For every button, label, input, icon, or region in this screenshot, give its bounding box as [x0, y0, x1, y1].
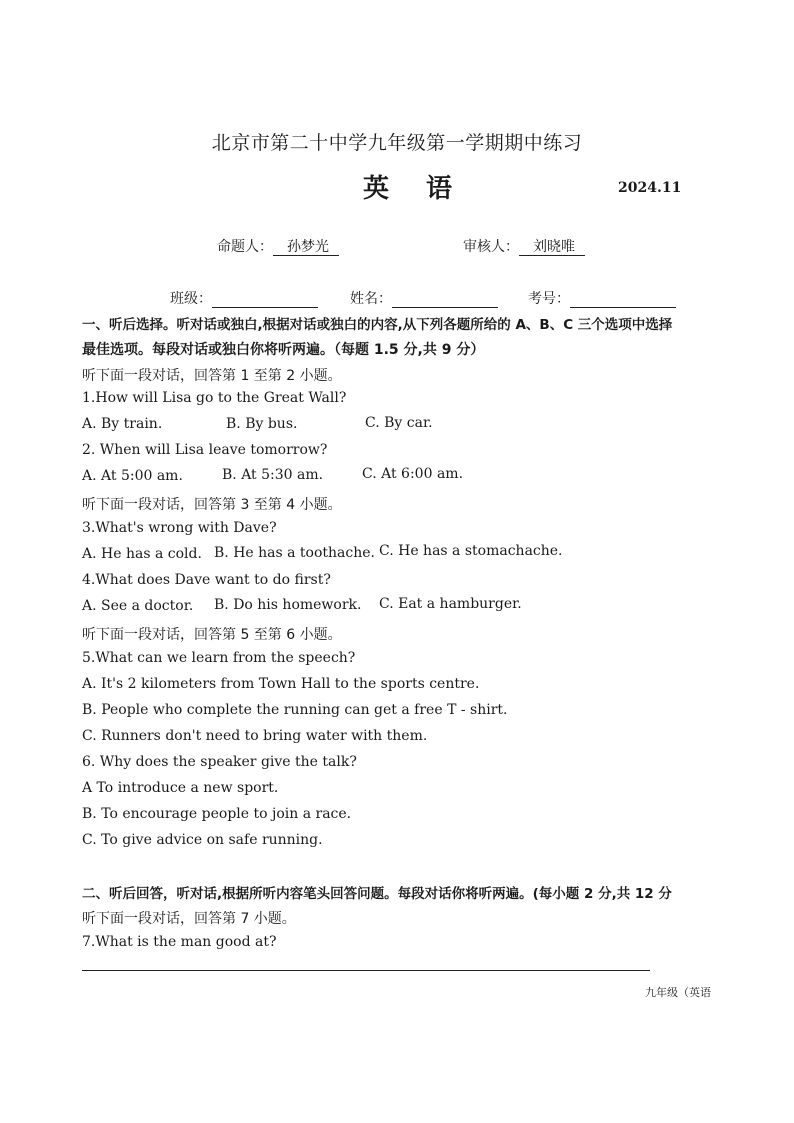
name-field — [350, 288, 498, 308]
section2-lead: 听下面一段对话，回答第 7 小题。 — [82, 911, 296, 927]
q6-option-b: B. To encourage people to join a race. — [82, 806, 352, 822]
q4-option-c: C. Eat a hamburger. — [379, 596, 522, 612]
name-blank[interactable] — [392, 293, 498, 308]
q3-option-b: B. He has a toothache. — [214, 545, 375, 561]
subject-heading: 英 语 — [363, 174, 467, 204]
q4-option-a: A. See a doctor. — [82, 598, 194, 614]
exam-title: 北京市第二十中学九年级第一学期期中练习 — [211, 132, 583, 154]
q1-option-b: B. By bus. — [226, 416, 298, 432]
name-label: 姓名： — [350, 291, 392, 307]
question-4: 4.What does Dave want to do first? — [82, 572, 331, 588]
reviewer-line — [463, 236, 585, 256]
q5-option-b: B. People who complete the running can get a free T - shirt. — [82, 702, 508, 718]
exam-number-label: 考号： — [528, 291, 570, 307]
exam-date: 2024.11 — [618, 180, 682, 196]
question-2: 2. When will Lisa leave tomorrow? — [82, 442, 328, 458]
q6-option-a: A To introduce a new sport. — [82, 780, 279, 796]
section1-lead-3: 听下面一段对话，回答第 5 至第 6 小题。 — [82, 627, 342, 643]
class-label: 班级： — [170, 291, 212, 307]
q5-option-c: C. Runners don't need to bring water with them. — [82, 728, 428, 744]
q6-option-c: C. To give advice on safe running. — [82, 832, 323, 848]
question-1: 1.How will Lisa go to the Great Wall? — [82, 390, 347, 406]
exam-number-blank[interactable] — [570, 293, 676, 308]
section2-instruction: 二、听后回答，听对话,根据所听内容笔头回答问题。每段对话你将听两遍。(每小题 2 分,共 12 分 — [82, 886, 672, 902]
section1-lead-2: 听下面一段对话，回答第 3 至第 4 小题。 — [82, 497, 342, 513]
reviewer-name: 刘晓唯 — [519, 239, 585, 256]
class-blank[interactable] — [212, 293, 318, 308]
question-3: 3.What's wrong with Dave? — [82, 520, 277, 536]
section1-lead-1: 听下面一段对话，回答第 1 至第 2 小题。 — [82, 368, 342, 384]
page-footer: 九年级（英语 — [645, 986, 711, 999]
q4-option-b: B. Do his homework. — [214, 597, 362, 613]
q1-option-c: C. By car. — [365, 415, 433, 431]
author-label: 命题人： — [217, 239, 273, 255]
author-name: 孙梦光 — [273, 239, 339, 256]
q2-option-b: B. At 5:30 am. — [222, 467, 324, 483]
q2-option-c: C. At 6:00 am. — [362, 466, 464, 482]
question-6: 6. Why does the speaker give the talk? — [82, 754, 357, 770]
question-5: 5.What can we learn from the speech? — [82, 650, 356, 666]
section1-instruction-line1: 一、听后选择。听对话或独白,根据对话或独白的内容,从下列各题所给的 A、B、C 三个选项中选择 — [82, 317, 673, 333]
class-field — [170, 288, 318, 308]
q1-option-a: A. By train. — [82, 416, 163, 432]
exam-number-field — [528, 288, 676, 308]
q3-option-c: C. He has a stomachache. — [379, 543, 563, 559]
q2-option-a: A. At 5:00 am. — [82, 468, 183, 484]
author-line — [217, 236, 339, 256]
reviewer-label: 审核人： — [463, 239, 519, 255]
answer-line-q7[interactable] — [82, 970, 650, 971]
q5-option-a: A. It's 2 kilometers from Town Hall to the sports centre. — [82, 676, 480, 692]
q3-option-a: A. He has a cold. — [82, 546, 202, 562]
question-7: 7.What is the man good at? — [82, 934, 277, 950]
section1-instruction-line2: 最佳选项。每段对话或独白你将听两遍。（每题 1.5 分,共 9 分） — [82, 342, 485, 358]
